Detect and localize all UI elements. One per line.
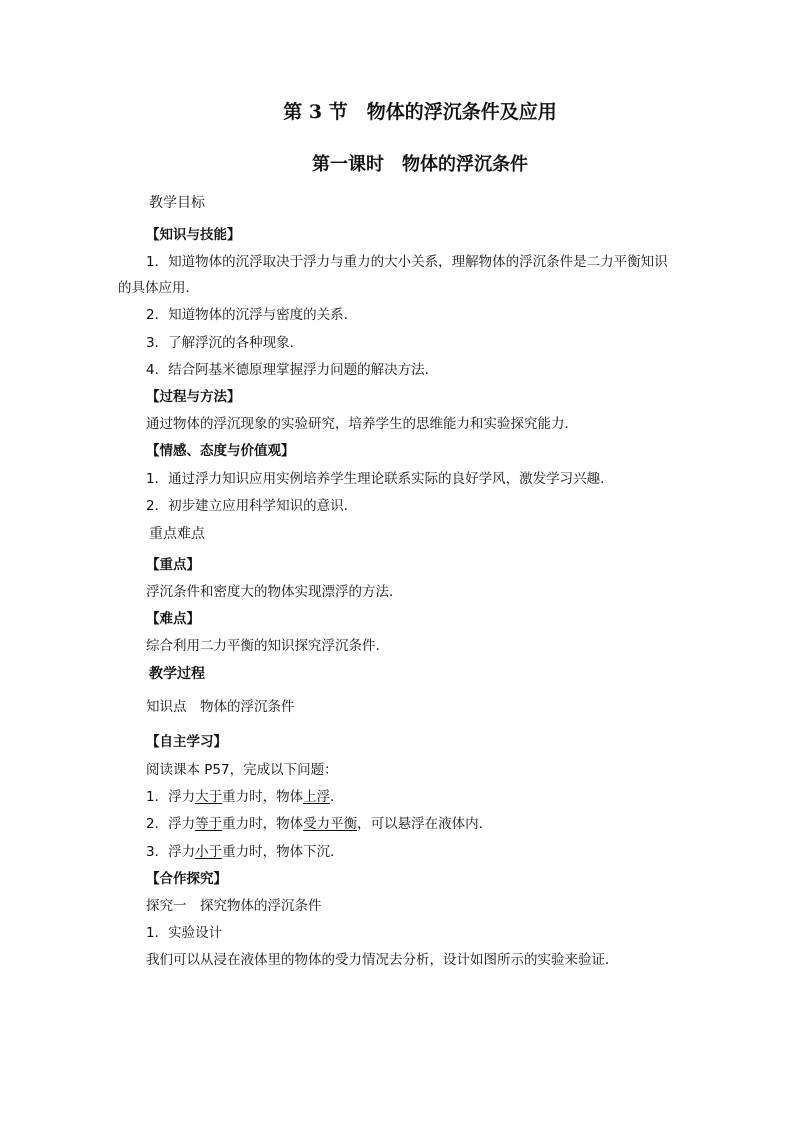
emotion-item-2: 2．初步建立应用科学知识的意识.	[146, 498, 348, 514]
section-heading-goals: 教学目标	[149, 195, 205, 211]
subheading-emotion: 【情感、态度与价值观】	[146, 443, 295, 459]
self-study-question-1: 1．浮力大于重力时，物体上浮．	[146, 789, 344, 805]
knowledge-item-3: 3．了解浮沉的各种现象．	[146, 335, 304, 351]
knowledge-point-title: 知识点 物体的浮沉条件	[146, 699, 295, 715]
answer-blank: 小于	[195, 844, 223, 860]
experiment-design-text: 我们可以从浸在液体里的物体的受力情况去分析，设计如图所示的实验来验证．	[146, 952, 619, 968]
experiment-design-heading: 1．实验设计	[146, 925, 223, 941]
process-method-text: 通过物体的浮沉现象的实验研究，培养学生的思维能力和实验探究能力．	[146, 416, 578, 432]
answer-blank: 受力平衡	[303, 816, 358, 832]
subheading-process-method: 【过程与方法】	[146, 389, 241, 405]
self-study-question-3: 3．浮力小于重力时，物体下沉．	[146, 844, 344, 860]
explore-title: 探究一 探究物体的浮沉条件	[146, 898, 322, 914]
section-heading-process: 教学过程	[149, 666, 205, 682]
self-study-intro: 阅读课本 P57，完成以下问题：	[146, 762, 338, 778]
knowledge-item-4: 4．结合阿基米德原理掌握浮力问题的解决方法．	[146, 362, 439, 378]
answer-blank: 大于	[195, 789, 223, 805]
subheading-knowledge: 【知识与技能】	[146, 227, 241, 243]
focus-text: 浮沉条件和密度大的物体实现漂浮的方法．	[146, 584, 403, 600]
page-title: 第 3 节 物体的浮沉条件及应用	[283, 101, 557, 123]
section-heading-key-points: 重点难点	[149, 526, 205, 542]
page-subtitle: 第一课时 物体的浮沉条件	[312, 154, 528, 175]
subheading-self-study: 【自主学习】	[146, 734, 227, 750]
difficulty-text: 综合利用二力平衡的知识探究浮沉条件.	[146, 638, 380, 654]
subheading-cooperative-inquiry: 【合作探究】	[146, 871, 227, 887]
subheading-focus: 【重点】	[146, 557, 200, 573]
self-study-question-2: 2．浮力等于重力时，物体受力平衡，可以悬浮在液体内．	[146, 816, 493, 832]
knowledge-item-1-line-1: 1．知道物体的沉浮取决于浮力与重力的大小关系，理解物体的浮沉条件是二力平衡知识	[146, 254, 668, 270]
knowledge-item-1-line-2: 的具体应用．	[118, 280, 199, 296]
answer-blank: 上浮	[303, 789, 331, 805]
knowledge-item-2: 2．知道物体的沉浮与密度的关系．	[146, 307, 358, 323]
subheading-difficulty: 【难点】	[146, 611, 200, 627]
answer-blank: 等于	[195, 816, 223, 832]
emotion-item-1: 1．通过浮力知识应用实例培养学生理论联系实际的良好学风，激发学习兴趣．	[146, 471, 614, 487]
